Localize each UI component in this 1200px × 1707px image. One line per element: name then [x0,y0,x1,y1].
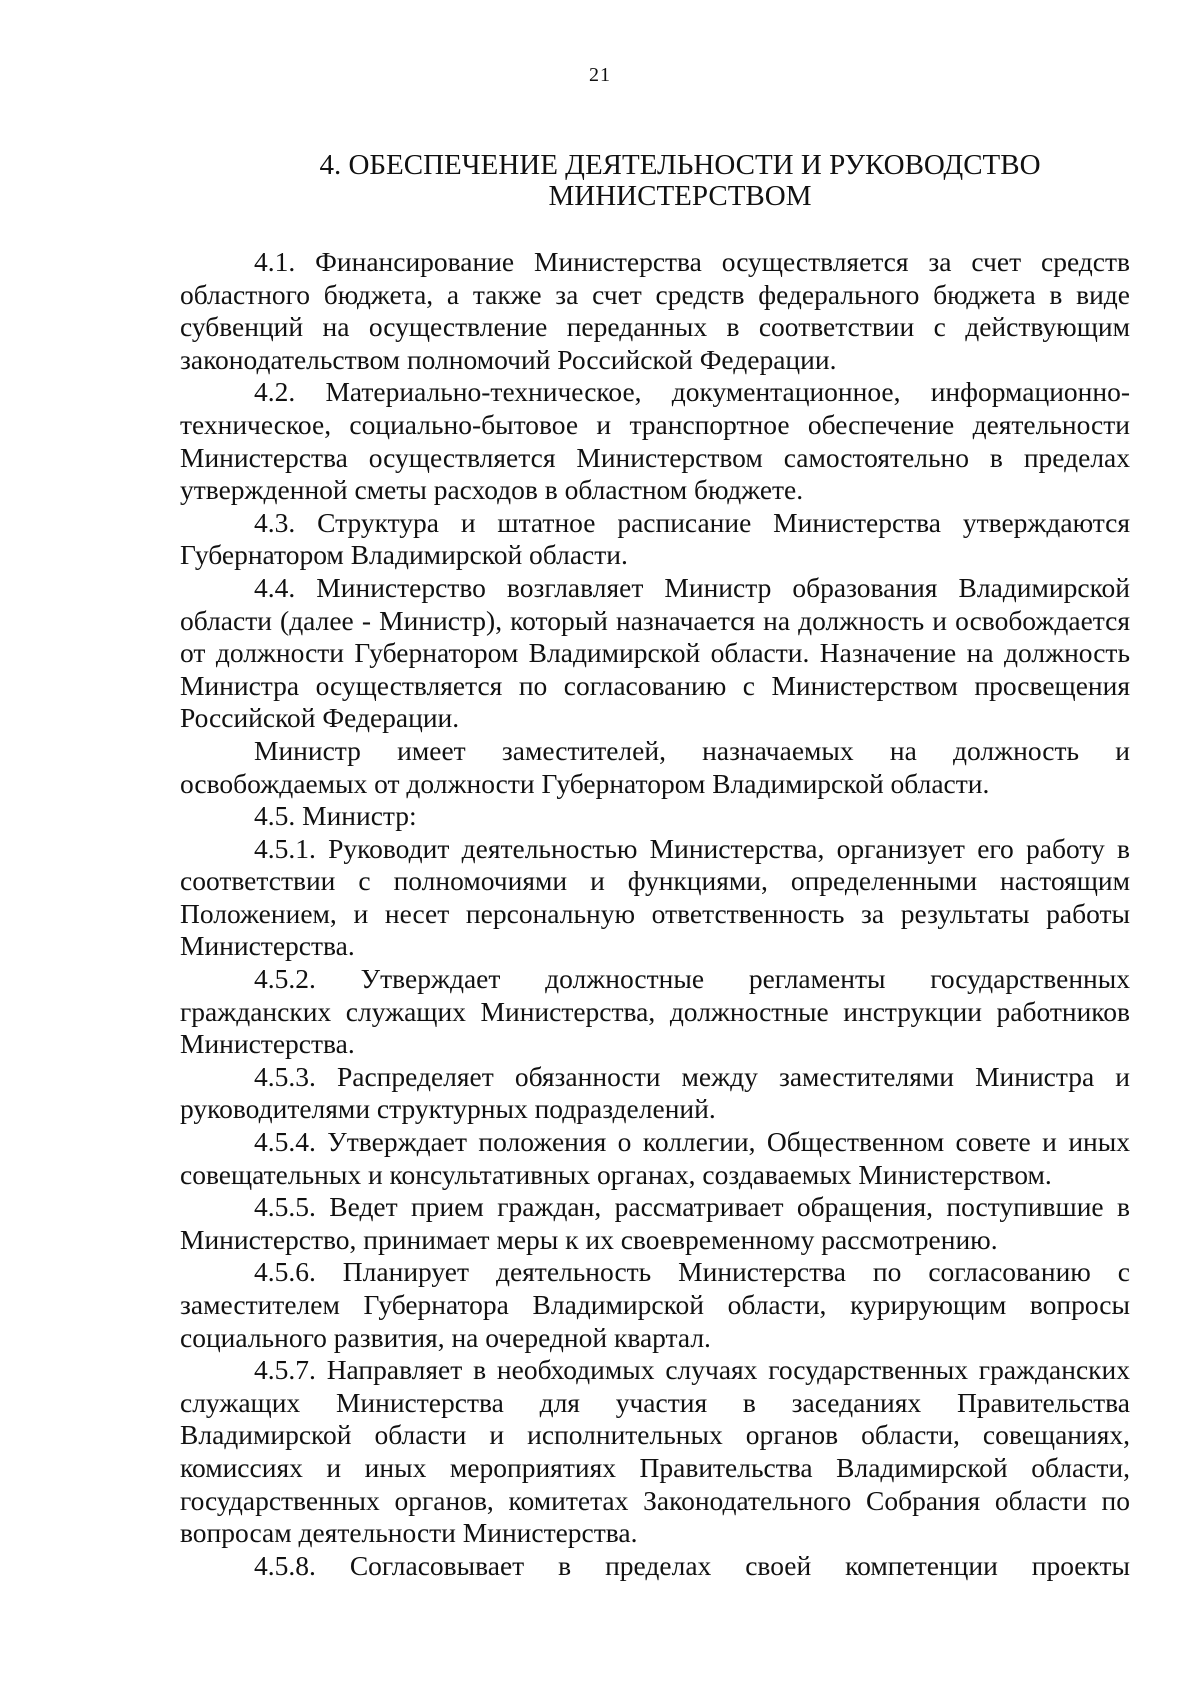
paragraph-4-5-8: 4.5.8. Согласовывает в пределах своей компетенции проекты [254,1549,1130,1581]
paragraph-4-5-6: 4.5.6. Планирует деятельность Министерства по согласованию с заместителем Губернатора Владимирской области, курирующим вопросы социального развития, на очередной квартал. [180,1256,1130,1353]
paragraph-deputies: Министр имеет заместителей, назначаемых на должность и освобождаемых от должности Губернатором Владимирской области. [180,734,1130,799]
section-title [160,150,1200,212]
document-body [180,246,1130,1582]
paragraph-4-1: 4.1. Финансирование Министерства осуществляется за счет средств областного бюджета, а также за счет средств федерального бюджета в виде субвенций на осуществление переданных в соответствии с действующим законодательством полномочий Российской Федерации. [180,246,1130,375]
paragraph-4-5-1: 4.5.1. Руководит деятельностью Министерства, организует его работу в соответствии с полномочиями и функциями, определенными настоящим Положением, и несет персональную ответственность за результаты работы Министерства. [180,832,1130,962]
section-title-line-2: МИНИСТЕРСТВОМ [548,180,812,212]
paragraph-4-5-3: 4.5.3. Распределяет обязанности между заместителями Министра и руководителями структурных подразделений. [180,1060,1130,1125]
paragraph-4-5-2: 4.5.2. Утверждает должностные регламенты государственных гражданских служащих Министерства, должностные инструкции работников Министерства. [180,963,1130,1060]
page-number: 21 [589,64,611,86]
paragraph-4-3: 4.3. Структура и штатное расписание Министерства утверждаются Губернатором Владимирской области. [180,506,1130,571]
paragraph-4-4: 4.4. Министерство возглавляет Министр образования Владимирской области (далее - Министр), который назначается на должность и освобождается от должности Губернатором Владимирской области. Назначение на должность Министра осуществляется по согласованию с Министерством просвещения Российской Федерации. [180,571,1130,734]
paragraph-4-5-7: 4.5.7. Направляет в необходимых случаях государственных гражданских служащих Министерства для участия в заседаниях Правительства Владимирской области и исполнительных органов области, совещаниях, комиссиях и иных мероприятиях Правительства Владимирской области, государственных органов, комитетах Законодательного Собрания области по вопросам деятельности Министерства. [180,1354,1130,1549]
section-title-line-1: 4. ОБЕСПЕЧЕНИЕ ДЕЯТЕЛЬНОСТИ И РУКОВОДСТВО [319,149,1041,181]
paragraph-4-2: 4.2. Материально-техническое, документационное, информационно-техническое, социально-бытовое и транспортное обеспечение деятельности Министерства осуществляется Министерством самостоятельно в пределах утвержденной сметы расходов в областном бюджете. [180,376,1130,506]
paragraph-4-5-5: 4.5.5. Ведет прием граждан, рассматривает обращения, поступившие в Министерство, принимает меры к их своевременному рассмотрению. [180,1191,1130,1255]
paragraph-4-5-4: 4.5.4. Утверждает положения о коллегии, Общественном совете и иных совещательных и консультативных органах, создаваемых Министерством. [180,1126,1130,1190]
paragraph-4-5: 4.5. Министр: [254,800,417,832]
